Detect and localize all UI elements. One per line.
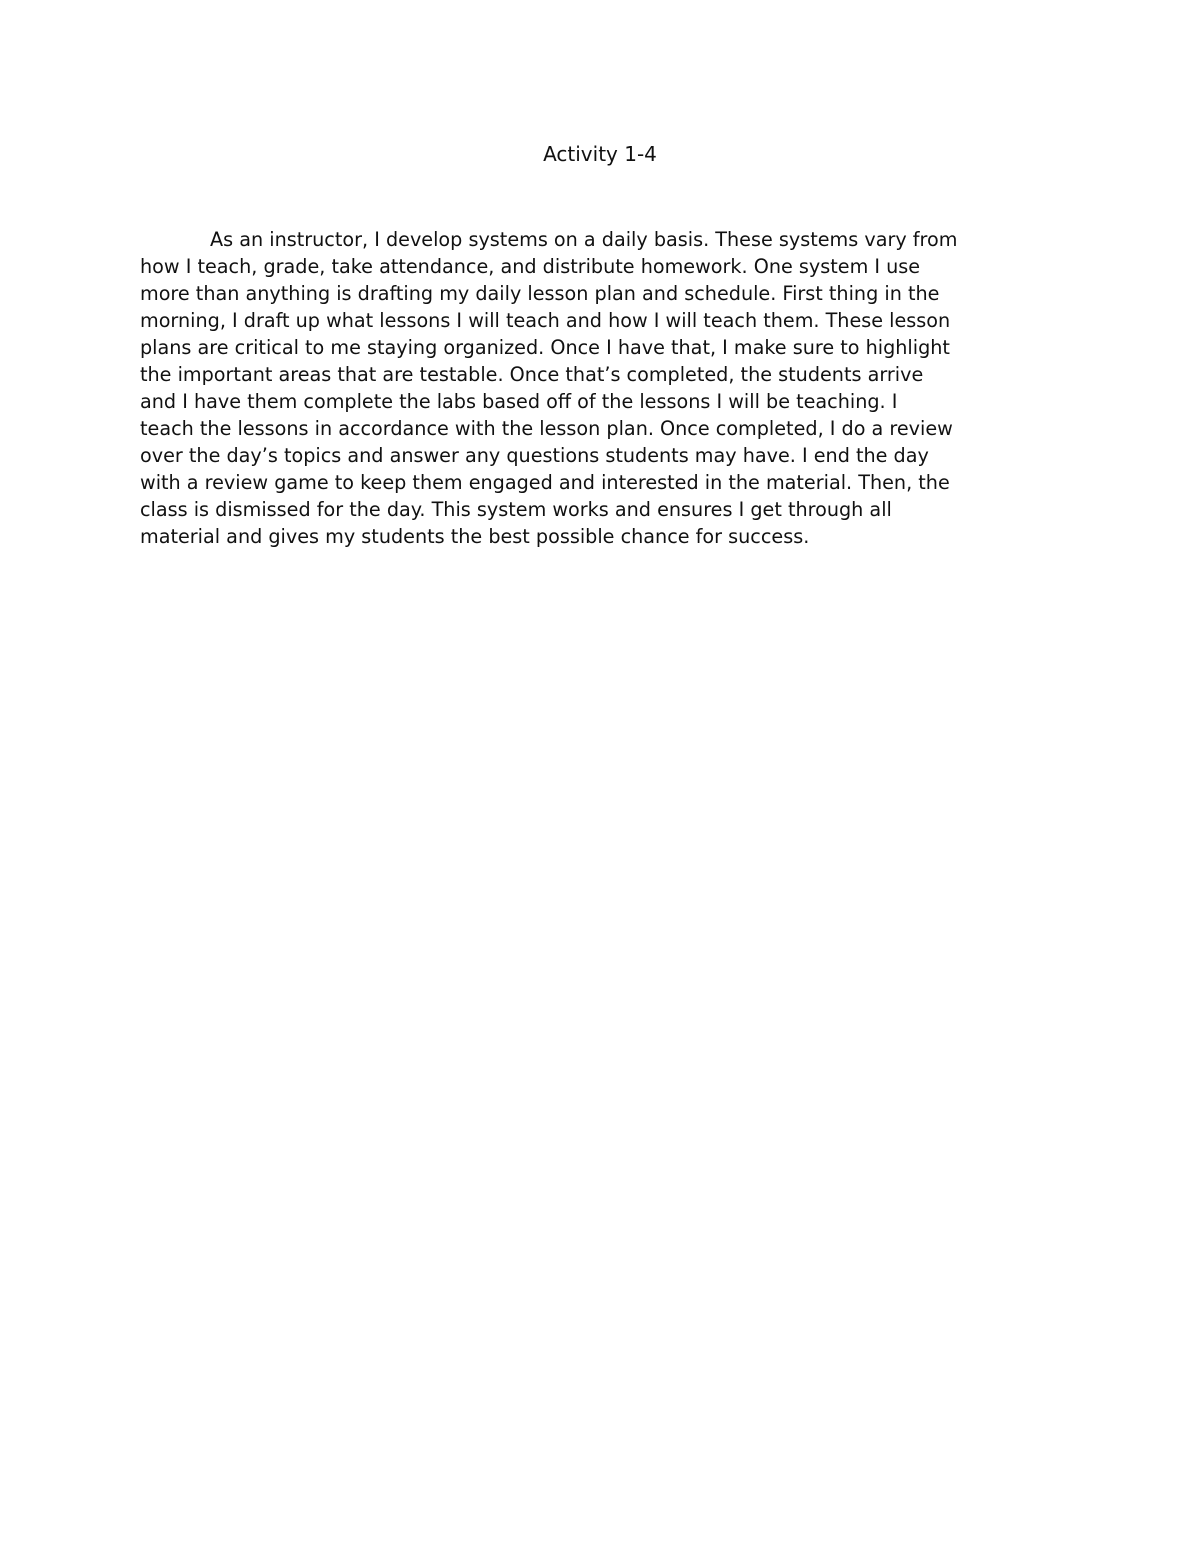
paragraph-line: more than anything is drafting my daily lesson plan and schedule. First thing in the (140, 282, 940, 305)
paragraph-line: teach the lessons in accordance with the lesson plan. Once completed, I do a review (140, 417, 953, 440)
body-paragraph (140, 226, 1062, 550)
paragraph-line: morning, I draft up what lessons I will teach and how I will teach them. These lesson (140, 309, 951, 332)
paragraph-line: and I have them complete the labs based off of the lessons I will be teaching. I (140, 390, 898, 413)
paragraph-line: the important areas that are testable. Once that’s completed, the students arrive (140, 363, 924, 386)
paragraph-line: material and gives my students the best possible chance for success. (140, 525, 810, 548)
paragraph-line: how I teach, grade, take attendance, and distribute homework. One system I use (140, 255, 921, 278)
paragraph-line: over the day’s topics and answer any questions students may have. I end the day (140, 444, 929, 467)
paragraph-line: As an instructor, I develop systems on a daily basis. These systems vary from (210, 228, 958, 251)
paragraph-line: class is dismissed for the day. This system works and ensures I get through all (140, 498, 892, 521)
paragraph-line: with a review game to keep them engaged and interested in the material. Then, the (140, 471, 950, 494)
paragraph-line: plans are critical to me staying organized. Once I have that, I make sure to highlight (140, 336, 950, 359)
document-title: Activity 1-4 (543, 142, 657, 166)
